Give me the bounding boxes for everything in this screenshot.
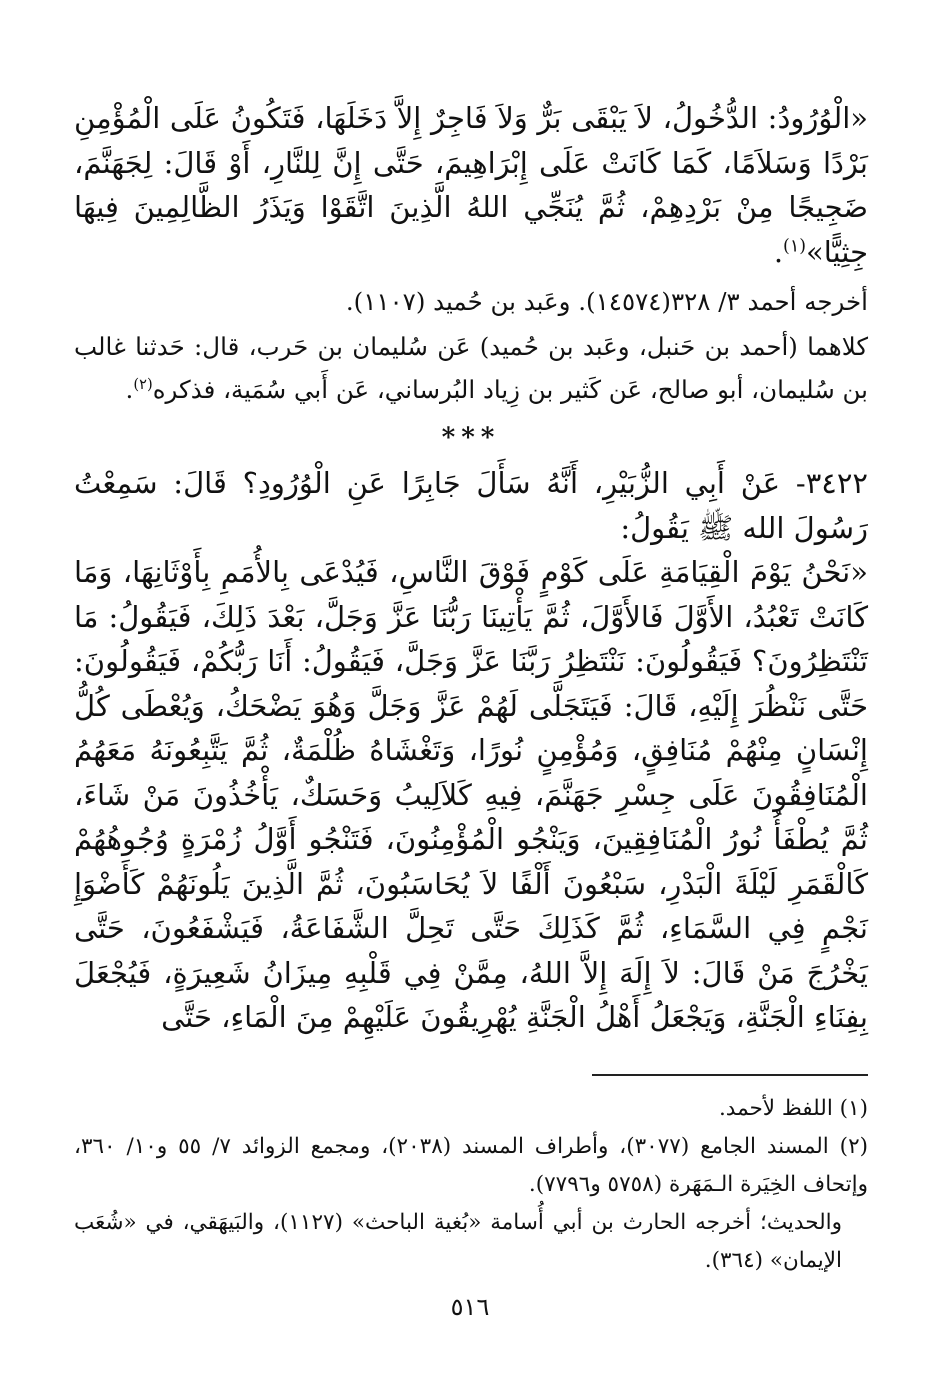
takhrij-chain-tail: . [125, 375, 134, 404]
section-separator: *** [441, 423, 501, 453]
takhrij-line: أخرجه أحمد ٣/ ٣٢٨(١٤٥٧٤). وعَبد بن حُميد (١١٠٧). [345, 287, 868, 316]
footnote-ref-2[interactable]: (٢) [133, 375, 153, 393]
page-number: ٥١٦ [450, 1293, 490, 1321]
hadith-heading: ٣٤٢٢- عَنْ أَبِي الزُّبَيْرِ، أَنَّهُ سَأَلَ جَابِرًا عَنِ الْوُرُودِ؟ قَالَ: سَمِعْتُ رَسُولَ الله ﷺ يَقُولُ: [74, 466, 868, 545]
takhrij-chain [74, 325, 868, 411]
page-content [74, 96, 868, 1040]
footnote-divider [592, 1074, 868, 1076]
footnote-2: (٢) المسند الجامع (٣٠٧٧)، وأطراف المسند (٢٠٣٨)، ومجمع الزوائد ٧/ ٥٥ و١٠/ ٣٦٠، وإتحاف الخِيَرة الـمَهَرة (٥٧٥٨ و٧٧٩٦). [74, 1134, 869, 1197]
footnote-ref-1[interactable]: (١) [783, 235, 806, 256]
prev-hadith-matn: «الْوُرُودُ: الدُّخُولُ، لاَ يَبْقَى بَرٌّ وَلاَ فَاجِرٌ إِلاَّ دَخَلَهَا، فَتَكُونُ عَلَى الْمُؤْمِنِ بَرْدًا وَسَلاَمًا، كَمَا كَانَتْ عَلَى إِبْرَاهِيمَ، حَتَّى إِنَّ لِلنَّارِ، أَوْ قَالَ: لِجَهَنَّمَ، ضَجِيجًا مِنْ بَرْدِهِمْ، ثُمَّ يُنَجِّي اللهُ الَّذِينَ اتَّقَوْا وَيَذَرُ الظَّالِمِينَ فِيهَا جِثِيًّا» [74, 101, 868, 269]
footnote-2-continuation: والحديث؛ أخرجه الحارث بن أبي أُسامة «بُغية الباحث» (١١٢٧)، والبَيهَقي، في «شُعَب الإيمان» (٣٦٤). [74, 1210, 842, 1273]
prev-hadith-tail: . [773, 234, 784, 269]
prev-hadith-text [74, 96, 868, 274]
footnote-1: (١) اللفظ لأحمد. [718, 1096, 868, 1121]
footnotes [74, 1090, 868, 1280]
hadith-body: «نَحْنُ يَوْمَ الْقِيَامَةِ عَلَى كَوْمٍ فَوْقَ النَّاسِ، فَيُدْعَى بِالأُمَمِ بِأَوْثَانِهَا، وَمَا كَانَتْ تَعْبُدُ، الأَوَّلَ فَالأَوَّلَ، ثُمَّ يَأْتِينَا رَبُّنَا عَزَّ وَجَلَّ، بَعْدَ ذَلِكَ، فَيَقُولُ: مَا تَنْتَظِرُونَ؟ فَيَقُولُونَ: نَنْتَظِرُ رَبَّنَا عَزَّ وَجَلَّ، فَيَقُولُ: أَنَا رَبُّكُمْ، فَيَقُولُونَ: حَتَّى نَنْظُرَ إِلَيْهِ، قَالَ: فَيَتَجَلَّى لَهُمْ عَزَّ وَجَلَّ وَهُوَ يَضْحَكُ، وَيُعْطَى كُلُّ إِنْسَانٍ مِنْهُمْ مُنَافِقٍ، وَمُؤْمِنٍ نُورًا، وَتَغْشَاهُ ظُلْمَةٌ، ثُمَّ يَتَّبِعُونَهُ مَعَهُمُ الْمُنَافِقُونَ عَلَى جِسْرِ جَهَنَّمَ، فِيهِ كَلاَلِيبُ وَحَسَكٌ، يَأْخُذُونَ مَنْ شَاءَ، ثُمَّ يُطْفَأُ نُورُ الْمُنَافِقِينَ، وَيَنْجُو الْمُؤْمِنُونَ، فَتَنْجُو أَوَّلُ زُمْرَةٍ وُجُوهُهُمْ كَالْقَمَرِ لَيْلَةَ الْبَدْرِ، سَبْعُونَ أَلْفًا لاَ يُحَاسَبُونَ، ثُمَّ الَّذِينَ يَلُونَهُمْ كَأَضْوَإِ نَجْمٍ فِي السَّمَاءِ، ثُمَّ كَذَلِكَ حَتَّى تَحِلَّ الشَّفَاعَةُ، فَيَشْفَعُونَ، حَتَّى يَخْرُجَ مَنْ قَالَ: لاَ إِلَهَ إِلاَّ اللهُ، مِمَّنْ فِي قَلْبِهِ مِيزَانُ شَعِيرَةٍ، فَيُجْعَلَ بِفِنَاءِ الْجَنَّةِ، وَيَجْعَلُ أَهْلُ الْجَنَّةِ يُهْرِيقُونَ عَلَيْهِمْ مِنَ الْمَاءِ، حَتَّى [74, 555, 868, 1034]
takhrij-chain-text: كلاهما (أحمد بن حَنبل، وعَبد بن حُميد) عَن سُليمان بن حَرب، قال: حَدثنا غالب بن سُليمان، أبو صالح، عَن كَثير بن زِياد البُرساني، عَن أَبي سُمَية، فذكره [74, 332, 868, 404]
